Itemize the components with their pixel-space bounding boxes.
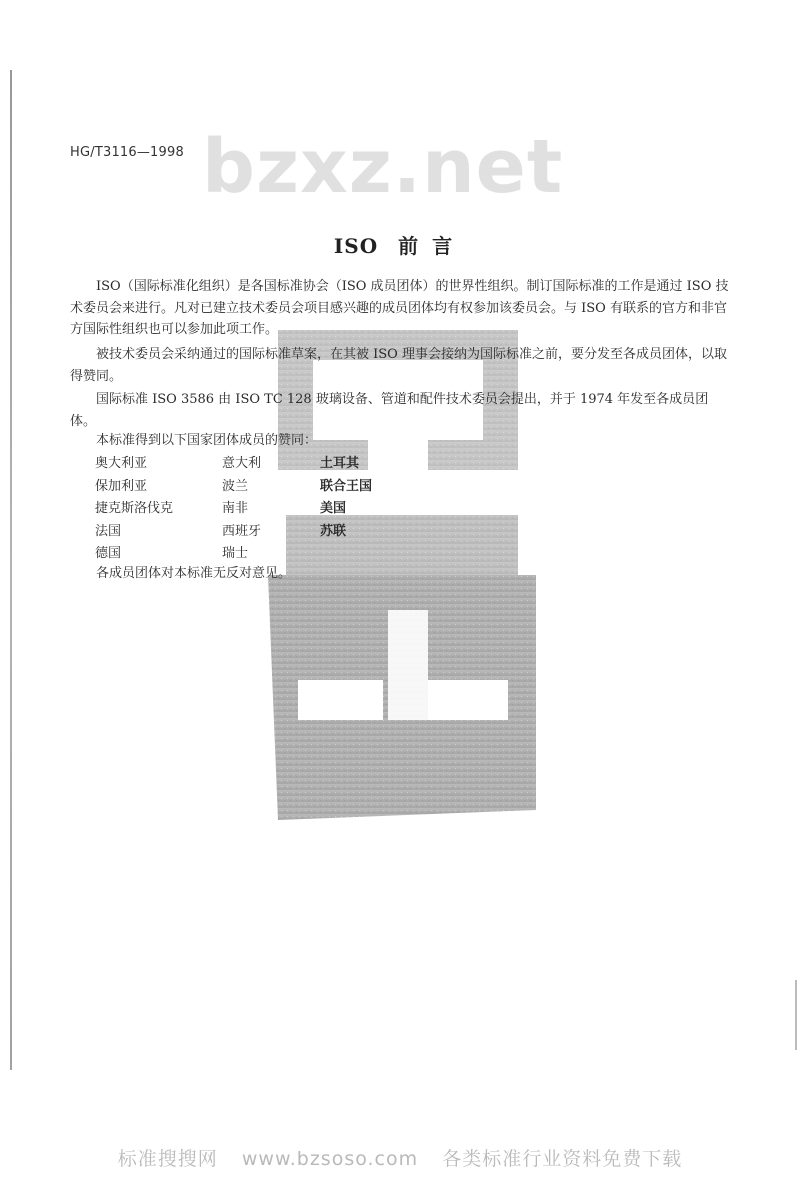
paragraph-text: 国际标准 ISO 3586 由 ISO TC 128 玻璃设备、管道和配件技术委员会提出，并于 1974 年发至各成员团体。	[70, 392, 709, 429]
country-name: 意大利	[222, 456, 262, 471]
paragraph-text: 本标准得到以下国家团体成员的赞同：	[96, 433, 318, 448]
footer-banner	[0, 1144, 800, 1171]
paragraph-text: ISO（国际标准化组织）是各国标准协会（ISO 成员团体）的世界性组织。制订国际标准的工作是通过 ISO 技术委员会来进行。凡对已建立技术委员会项目感兴趣的成员团体均有权参加该委员会。与 ISO 有联系的官方和非官方国际性组织也可以参加此项工作。	[70, 279, 729, 337]
scan-edge-right	[795, 980, 797, 1050]
country-name: 瑞士	[222, 546, 249, 561]
country-row	[95, 498, 495, 521]
country-name: 土耳其	[320, 456, 360, 471]
scan-edge-left	[10, 70, 12, 1070]
footer-slogan: 各类标准行业资料免费下载	[442, 1148, 683, 1170]
country-name: 苏联	[320, 523, 347, 539]
title-prefix: ISO	[333, 234, 379, 258]
country-row	[95, 521, 495, 544]
country-row	[95, 453, 495, 476]
country-name: 联合王国	[320, 478, 373, 494]
country-name: 西班牙	[222, 523, 262, 539]
country-name: 保加利亚	[95, 478, 148, 494]
watermark: bzxz.net	[202, 124, 564, 210]
paragraph-iso-intro	[70, 276, 730, 341]
paragraph-no-objection	[70, 563, 730, 585]
country-name: 捷克斯洛伐克	[95, 501, 174, 516]
country-name: 美国	[320, 501, 347, 516]
paragraph-approval	[70, 430, 730, 452]
page-title	[0, 230, 800, 259]
title-main: 前言	[398, 234, 467, 258]
paragraph-text: 各成员团体对本标准无反对意见。	[96, 566, 292, 581]
paragraph-draft-adoption	[70, 344, 730, 387]
footer-site-name: 标准搜搜网	[117, 1148, 218, 1170]
paragraph-text: 被技术委员会采纳通过的国际标准草案，在其被 ISO 理事会接纳为国际标准之前，要分发至各成员团体，以取得赞同。	[70, 347, 727, 384]
paragraph-iso-3586	[70, 389, 730, 432]
standard-code: HG/T3116—1998	[70, 145, 184, 160]
country-name: 波兰	[222, 478, 249, 494]
footer-url[interactable]: www.bzsoso.com	[241, 1148, 419, 1170]
country-row	[95, 476, 495, 499]
country-name: 法国	[95, 523, 122, 539]
country-list	[95, 453, 495, 566]
country-name: 德国	[95, 546, 122, 561]
country-name: 奥大利亚	[95, 456, 148, 471]
country-name: 南非	[222, 501, 249, 516]
